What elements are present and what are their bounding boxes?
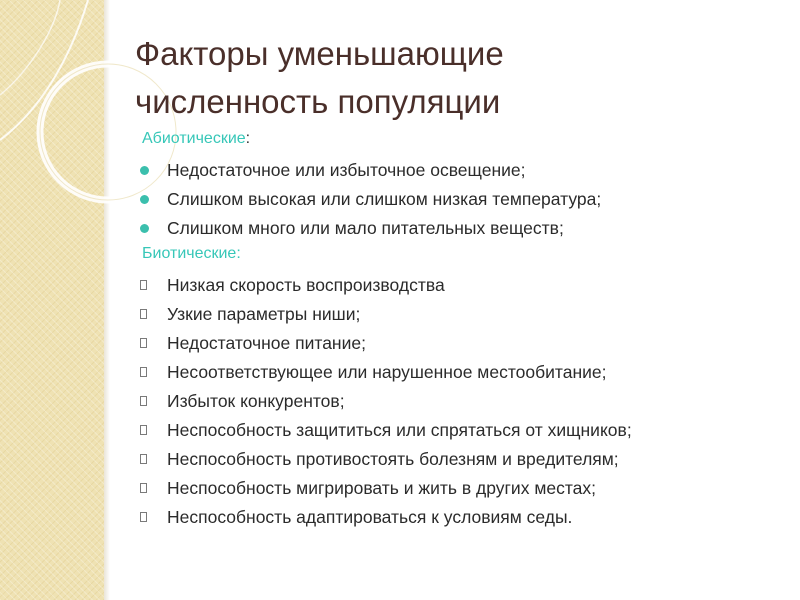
box-glyph-icon	[140, 454, 147, 464]
list-item	[138, 156, 778, 185]
box-glyph-icon	[140, 338, 147, 348]
box-glyph-icon	[140, 367, 147, 377]
band-shadow	[104, 0, 110, 600]
biotic-list	[138, 271, 778, 532]
teal-dot-icon	[140, 224, 149, 233]
abiotic-heading-colon: :	[245, 130, 251, 147]
list-item-text: Недостаточное или избыточное освещение;	[167, 160, 526, 180]
title-line-1: Факторы уменьшающие	[135, 35, 504, 72]
box-glyph-icon	[140, 425, 147, 435]
slide-content	[138, 128, 778, 532]
abiotic-heading	[138, 128, 778, 156]
list-item	[138, 185, 778, 214]
list-item-text: Слишком высокая или слишком низкая температура;	[167, 189, 602, 209]
list-item-text: Слишком много или мало питательных веществ;	[167, 218, 564, 238]
list-item-text: Неспособность мигрировать и жить в других местах;	[167, 478, 596, 498]
list-item	[138, 358, 778, 387]
abiotic-heading-text: Абиотические	[142, 130, 246, 147]
list-item	[138, 474, 778, 503]
list-item-text: Несоответствующее или нарушенное местообитание;	[167, 362, 607, 382]
list-item	[138, 271, 778, 300]
biotic-heading: Биотические:	[142, 245, 241, 262]
list-item-text: Недостаточное питание;	[167, 333, 366, 353]
list-item-text: Низкая скорость воспроизводства	[167, 275, 445, 295]
teal-dot-icon	[140, 195, 149, 204]
box-glyph-icon	[140, 309, 147, 319]
list-item	[138, 387, 778, 416]
decorative-left-band	[0, 0, 104, 600]
list-item-text: Неспособность адаптироваться к условиям седы.	[167, 507, 573, 527]
abiotic-list	[138, 156, 778, 243]
list-item	[138, 503, 778, 532]
box-glyph-icon	[140, 512, 147, 522]
title-line-2: численность популяции	[135, 83, 501, 120]
list-item	[138, 214, 778, 243]
list-item-text: Неспособность противостоять болезням и вредителям;	[167, 449, 619, 469]
list-item-text: Неспособность защититься или спрятаться от хищников;	[167, 420, 632, 440]
box-glyph-icon	[140, 396, 147, 406]
list-item	[138, 416, 778, 445]
list-item	[138, 329, 778, 358]
teal-dot-icon	[140, 166, 149, 175]
list-item	[138, 300, 778, 329]
box-glyph-icon	[140, 483, 147, 493]
slide-title	[135, 30, 755, 126]
box-glyph-icon	[140, 280, 147, 290]
list-item-text: Избыток конкурентов;	[167, 391, 345, 411]
list-item	[138, 445, 778, 474]
list-item-text: Узкие параметры ниши;	[167, 304, 361, 324]
